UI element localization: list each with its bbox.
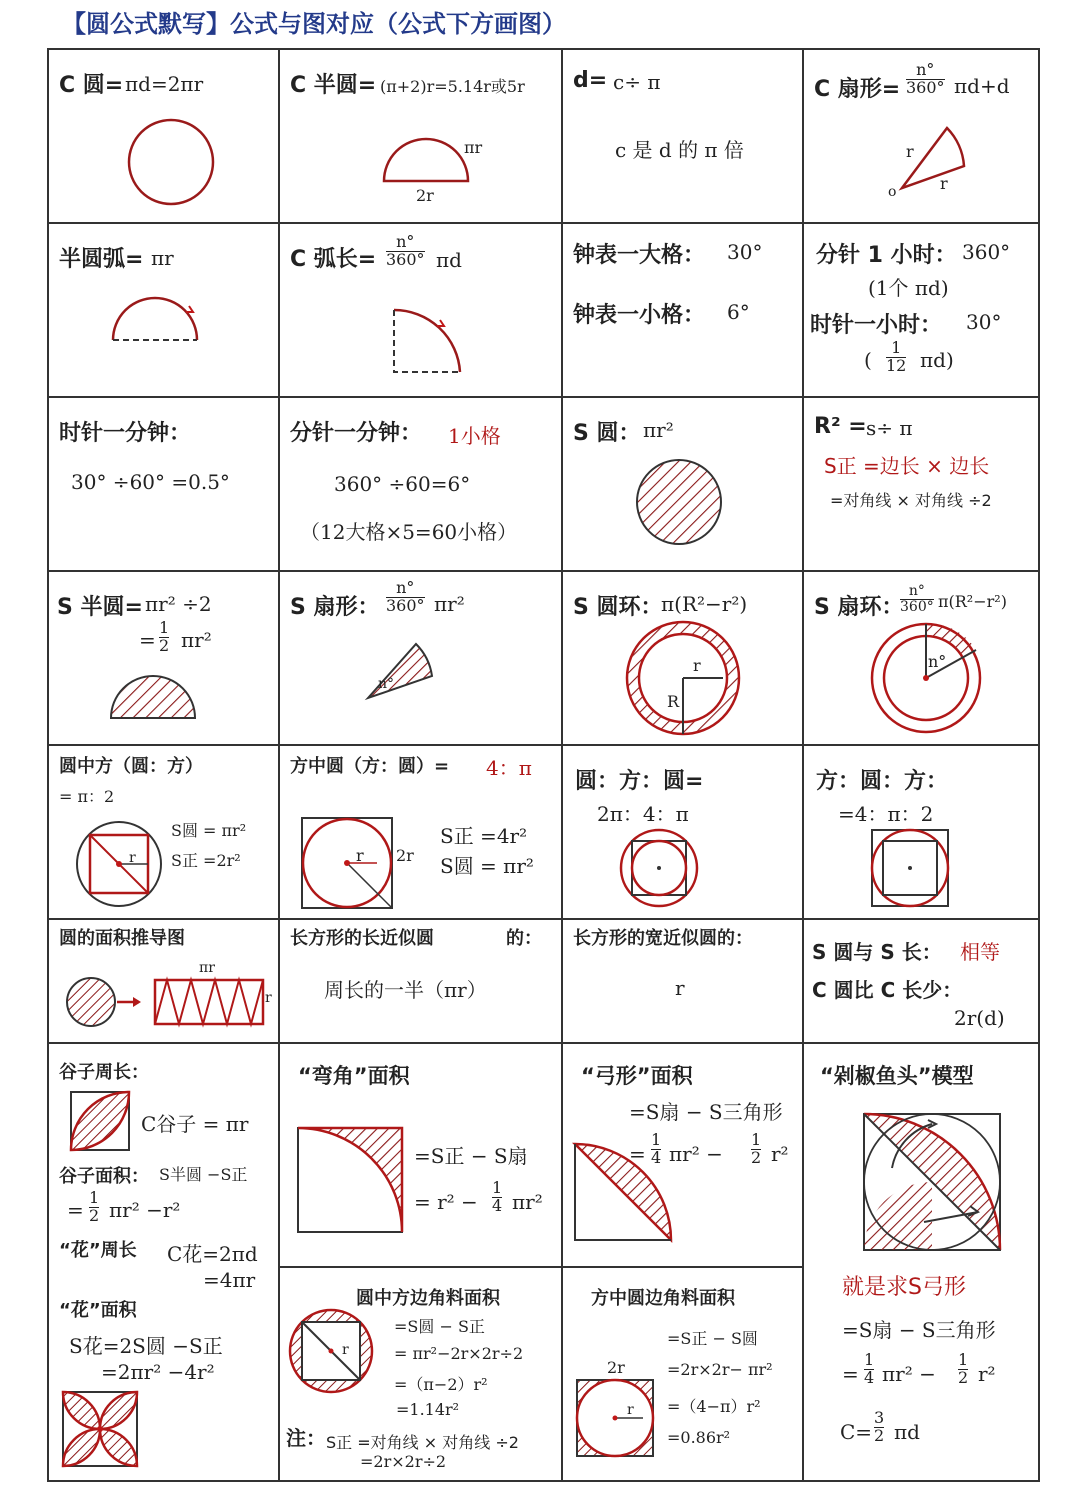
sector-ring-figure: [804, 572, 1039, 745]
d-eq-note: c 是 d 的 π 倍: [615, 138, 744, 162]
rect-length-label: 长方形的长近似圆: [290, 928, 434, 949]
cis-corner-note-label: 注：: [286, 1426, 326, 1450]
hour-min-label: 时针一分钟：: [59, 421, 192, 446]
cell-rect-length: [279, 919, 562, 1043]
scs-label: 方：圆：方：: [816, 769, 949, 794]
fish-e2-eq: =: [842, 1362, 859, 1386]
minute-min-formula: 360° ÷60=6°: [334, 472, 471, 496]
fish-den2: 2: [958, 1367, 969, 1387]
csc-label: 圆：方：圆=: [575, 769, 704, 794]
formula-table: [47, 48, 1040, 1482]
semi-arc-label: 半圆弧=: [59, 247, 144, 272]
grain-f2b: =2πr² −4r²: [101, 1360, 215, 1384]
cell-bow: [562, 1043, 803, 1267]
fish-mid: πr² −: [882, 1362, 936, 1386]
minute-hour-label: 分针 1 小时：: [816, 243, 957, 268]
s-circle-formula: πr²: [643, 418, 674, 442]
fish-num1: 1: [864, 1350, 875, 1369]
s-circle-label: S 圆：: [573, 421, 641, 446]
fish-head-figure: [804, 1044, 1039, 1481]
fish-num2: 1: [958, 1350, 969, 1369]
cis-corner-e3: =（π−2）r²: [394, 1375, 488, 1394]
cis-fig-r: r: [129, 850, 136, 866]
corner-label: “弯角”面积: [298, 1064, 410, 1088]
csc-figure: [563, 746, 803, 919]
sic-corner-label: 方中圆边角料面积: [591, 1288, 735, 1309]
s-sector-label: S 扇形：: [290, 595, 380, 620]
grain-a2-eq: =: [67, 1198, 84, 1222]
grain-l4: “花”面积: [59, 1300, 137, 1321]
cell-c-sector: [803, 49, 1039, 223]
sic-corner-fig-r: r: [627, 1402, 634, 1418]
c-vs-c-label: C 圆比 C 长少：: [812, 978, 963, 1002]
cell-c-semicircle: [279, 49, 562, 223]
cell-grain: [48, 1043, 279, 1481]
s-sector-ring-label: S 扇环：: [814, 595, 904, 620]
circle-figure: [49, 50, 279, 223]
cell-minute-hour: [803, 223, 1039, 397]
cell-circle-in-square: [48, 745, 279, 919]
semi-arc-formula: πr: [151, 246, 174, 270]
arc-len-label: C 弧长=: [290, 247, 377, 272]
sic-fig-r: r: [356, 846, 364, 865]
grain-f1: C花=2πd: [167, 1242, 258, 1266]
s-sector-rest: πr²: [434, 592, 465, 616]
s-vs-c-label: S 圆与 S 长：: [812, 940, 942, 964]
hour-hour-den: 12: [886, 355, 907, 375]
grain-l3: “花”周长: [59, 1240, 137, 1261]
hour-hour-value: 30°: [966, 310, 1002, 334]
grain-l1: 谷子周长：: [59, 1062, 149, 1083]
cell-s-vs-c: [803, 919, 1039, 1043]
grain-l2: 谷子面积：: [59, 1166, 149, 1187]
s-sector-num: n°: [396, 578, 415, 597]
cell-square-circle-square: [803, 745, 1039, 919]
rect-length-value: 周长的一半（πr）: [324, 978, 487, 1002]
ring-figure: [563, 572, 803, 745]
grain-a2-num: 1: [89, 1188, 100, 1207]
hatched-semicircle-figure: [49, 572, 279, 745]
cis-s1: S圆 = πr²: [171, 821, 247, 840]
cell-s-sector: [279, 571, 562, 745]
csc-ratio: 2π：4：π: [597, 802, 689, 826]
cell-corner: [279, 1043, 562, 1267]
clock-small-label: 钟表一小格：: [573, 303, 706, 328]
minute-min-note: （12大格×5=60小格）: [300, 520, 518, 544]
sic-corner-fig-2r: 2r: [607, 1358, 625, 1377]
cell-semi-arc: [48, 223, 279, 397]
s-semi-den: 2: [159, 635, 170, 655]
scs-ratio: =4：π：2: [838, 802, 934, 826]
cell-d-eq: [562, 49, 803, 223]
s-semi-eq: =: [139, 628, 156, 652]
minute-hour-value: 360°: [962, 240, 1011, 264]
cell-c-circle: [48, 49, 279, 223]
bow-num1: 1: [651, 1130, 662, 1149]
r-sq-line3: =对角线 × 对角线 ÷2: [830, 491, 992, 510]
arc-len-rest: πd: [436, 248, 462, 272]
cell-cis-corner: [279, 1267, 562, 1481]
c-semi-formula: (π+2)r=5.14r或5r: [380, 77, 525, 96]
hour-hour-num: 1: [891, 338, 902, 357]
s-sector-den: 360°: [386, 595, 425, 615]
s-semi-rest: πr²: [181, 628, 212, 652]
sic-label: 方中圆（方：圆）=: [290, 756, 450, 777]
rect-width-value: r: [675, 976, 685, 1000]
arc-len-den: 360°: [386, 249, 425, 269]
cell-circle-square-circle: [562, 745, 803, 919]
cis-corner-note: S正 =对角线 × 对角线 ÷2: [326, 1433, 519, 1452]
area-deriv-label: 圆的面积推导图: [59, 928, 185, 949]
bow-den2: 2: [751, 1147, 762, 1167]
corner-den: 4: [492, 1195, 503, 1215]
r-sq-formula: s÷ π: [866, 416, 913, 440]
cell-minute-minute: [279, 397, 562, 571]
sic-s1: S正 =4r²: [440, 824, 528, 848]
sic-corner-e2: =2r×2r− πr²: [667, 1360, 773, 1379]
s-sector-ring-den: 360°: [900, 598, 934, 615]
clock-small-value: 6°: [727, 300, 750, 324]
clock-big-value: 30°: [727, 240, 763, 264]
r-sq-label: R² =: [814, 414, 867, 439]
hatched-circle-figure: [563, 398, 803, 571]
cell-sic-corner: [562, 1267, 803, 1481]
page-title: 【圆公式默写】公式与图对应（公式下方画图）: [62, 10, 566, 38]
sic-fig-2r: 2r: [396, 846, 414, 865]
grain-f1b: =4πr: [203, 1268, 256, 1292]
cis-corner-note2: =2r×2r÷2: [360, 1452, 447, 1471]
c-sector-label: C 扇形=: [814, 77, 901, 102]
hour-hour-open: (: [864, 348, 872, 372]
sector-fig-r1: r: [906, 142, 914, 161]
rect-width-label: 长方形的宽近似圆的：: [573, 928, 753, 949]
sector-fig-o: o: [888, 184, 897, 200]
s-sector-ring-num: n°: [908, 583, 925, 599]
cis-s2: S正 =2r²: [171, 851, 241, 870]
c-sector-num: n°: [916, 60, 935, 79]
minute-min-value: 1小格: [448, 424, 501, 448]
grain-f2: S花=2S圆 −S正: [69, 1334, 223, 1358]
bow-figure: [563, 1044, 803, 1267]
hour-hour-rest: πd): [920, 348, 954, 372]
corner-e2-pre: = r² −: [414, 1190, 478, 1214]
fish-c-num: 3: [874, 1408, 885, 1427]
bow-e2-eq: =: [629, 1142, 646, 1166]
arc-len-num: n°: [396, 232, 415, 251]
s-semi-label: S 半圆=: [57, 595, 143, 620]
cell-s-sector-ring: [803, 571, 1039, 745]
semi-fig-bottom: 2r: [416, 186, 434, 205]
minute-hour-sub: (1个 πd): [868, 276, 949, 300]
corner-num: 1: [492, 1178, 503, 1197]
cell-arc-length: [279, 223, 562, 397]
sector-ring-fig: n°: [928, 652, 947, 671]
bow-num2: 1: [751, 1130, 762, 1149]
cell-hour-minute: [48, 397, 279, 571]
s-sector-fig: n°: [378, 676, 395, 692]
s-vs-c-value: 相等: [960, 940, 1000, 964]
cis-corner-label: 圆中方边角料面积: [356, 1288, 500, 1309]
s-sector-ring-rest: π(R²−r²): [938, 592, 1007, 611]
s-ring-formula: π(R²−r²): [661, 592, 748, 616]
c-circle-label: C 圆=: [59, 73, 124, 98]
cis-corner-e1: =S圆 − S正: [394, 1317, 485, 1336]
cis-corner-e4: =1.14r²: [396, 1400, 460, 1419]
d-eq-label: d=: [573, 68, 608, 93]
hatched-sector-figure: [280, 572, 562, 745]
s-semi-formula: πr² ÷2: [145, 592, 212, 616]
area-fig-top: πr: [199, 960, 215, 976]
cell-s-ring: [562, 571, 803, 745]
sic-corner-e1: =S正 − S圆: [667, 1329, 758, 1348]
fish-den1: 4: [864, 1367, 875, 1387]
cell-s-semicircle: [48, 571, 279, 745]
ring-fig-r: r: [693, 656, 701, 675]
cis-label: 圆中方（圆：方）: [59, 756, 203, 777]
hour-hour-label: 时针一小时：: [810, 313, 943, 338]
fish-l2: 就是求S弓形: [842, 1275, 966, 1300]
bow-mid: πr² −: [669, 1142, 723, 1166]
c-sector-den: 360°: [906, 77, 945, 97]
grain-a2-rest: πr² −r²: [109, 1198, 181, 1222]
c-circle-formula: πd=2πr: [125, 72, 204, 96]
cell-r-squared: [803, 397, 1039, 571]
fish-label: “剁椒鱼头”模型: [820, 1064, 974, 1088]
cis-corner-e2: = πr²−2r×2r÷2: [394, 1344, 524, 1363]
cell-fish-head: [803, 1043, 1039, 1481]
semi-fig-top: πr: [464, 138, 483, 157]
d-eq-formula: c÷ π: [613, 70, 661, 94]
sic-corner-e4: =0.86r²: [667, 1428, 731, 1447]
cell-area-derivation: [48, 919, 279, 1043]
fish-e2-rest: r²: [978, 1362, 996, 1386]
fish-e1: =S扇 − S三角形: [842, 1318, 996, 1342]
rect-length-label-b: 的：: [506, 928, 542, 949]
clock-big-label: 钟表一大格：: [573, 243, 706, 268]
hour-min-formula: 30° ÷60° =0.5°: [71, 470, 230, 494]
sic-ratio: 4：π: [486, 756, 532, 780]
cell-clock: [562, 223, 803, 397]
s-ring-label: S 圆环：: [573, 595, 663, 620]
grain-c: C谷子 = πr: [141, 1112, 249, 1136]
sector-figure: [804, 50, 1039, 223]
fish-c-rest: πd: [894, 1420, 920, 1444]
cis-ratio: = π：2: [59, 787, 115, 806]
corner-e1: =S正 − S扇: [414, 1144, 528, 1168]
bow-e2-rest: r²: [771, 1142, 789, 1166]
grain-a2-den: 2: [89, 1205, 100, 1225]
s-semi-num: 1: [159, 618, 170, 637]
scs-figure: [804, 746, 1039, 919]
corner-e2-rest: πr²: [512, 1190, 543, 1214]
fish-c-pre: C=: [840, 1420, 873, 1444]
c-semi-label: C 半圆=: [290, 73, 377, 98]
grain-a: S半圆 −S正: [159, 1165, 248, 1184]
fish-c-den: 2: [874, 1425, 885, 1445]
cell-square-in-circle: [279, 745, 562, 919]
ring-fig-R: R: [667, 692, 680, 711]
cell-rect-width: [562, 919, 803, 1043]
area-derivation-figure: [49, 920, 279, 1043]
sic-s2: S圆 = πr²: [440, 854, 534, 878]
bow-label: “弓形”面积: [581, 1064, 693, 1088]
c-sector-rest: πd+d: [954, 74, 1010, 98]
semi-arc-figure: [49, 224, 279, 397]
sector-fig-r2: r: [940, 174, 948, 193]
sic-corner-e3: =（4−π）r²: [667, 1397, 761, 1416]
bow-e1: =S扇 − S三角形: [629, 1100, 783, 1124]
area-fig-side: r: [265, 990, 272, 1006]
minute-min-label: 分针一分钟：: [290, 421, 423, 446]
r-sq-line2: S正 =边长 × 边长: [824, 454, 990, 478]
cell-s-circle: [562, 397, 803, 571]
cis-corner-fig-r: r: [342, 1342, 349, 1358]
c-vs-c-value: 2r(d): [954, 1006, 1005, 1030]
arc-figure: [280, 224, 562, 397]
bow-den1: 4: [651, 1147, 662, 1167]
